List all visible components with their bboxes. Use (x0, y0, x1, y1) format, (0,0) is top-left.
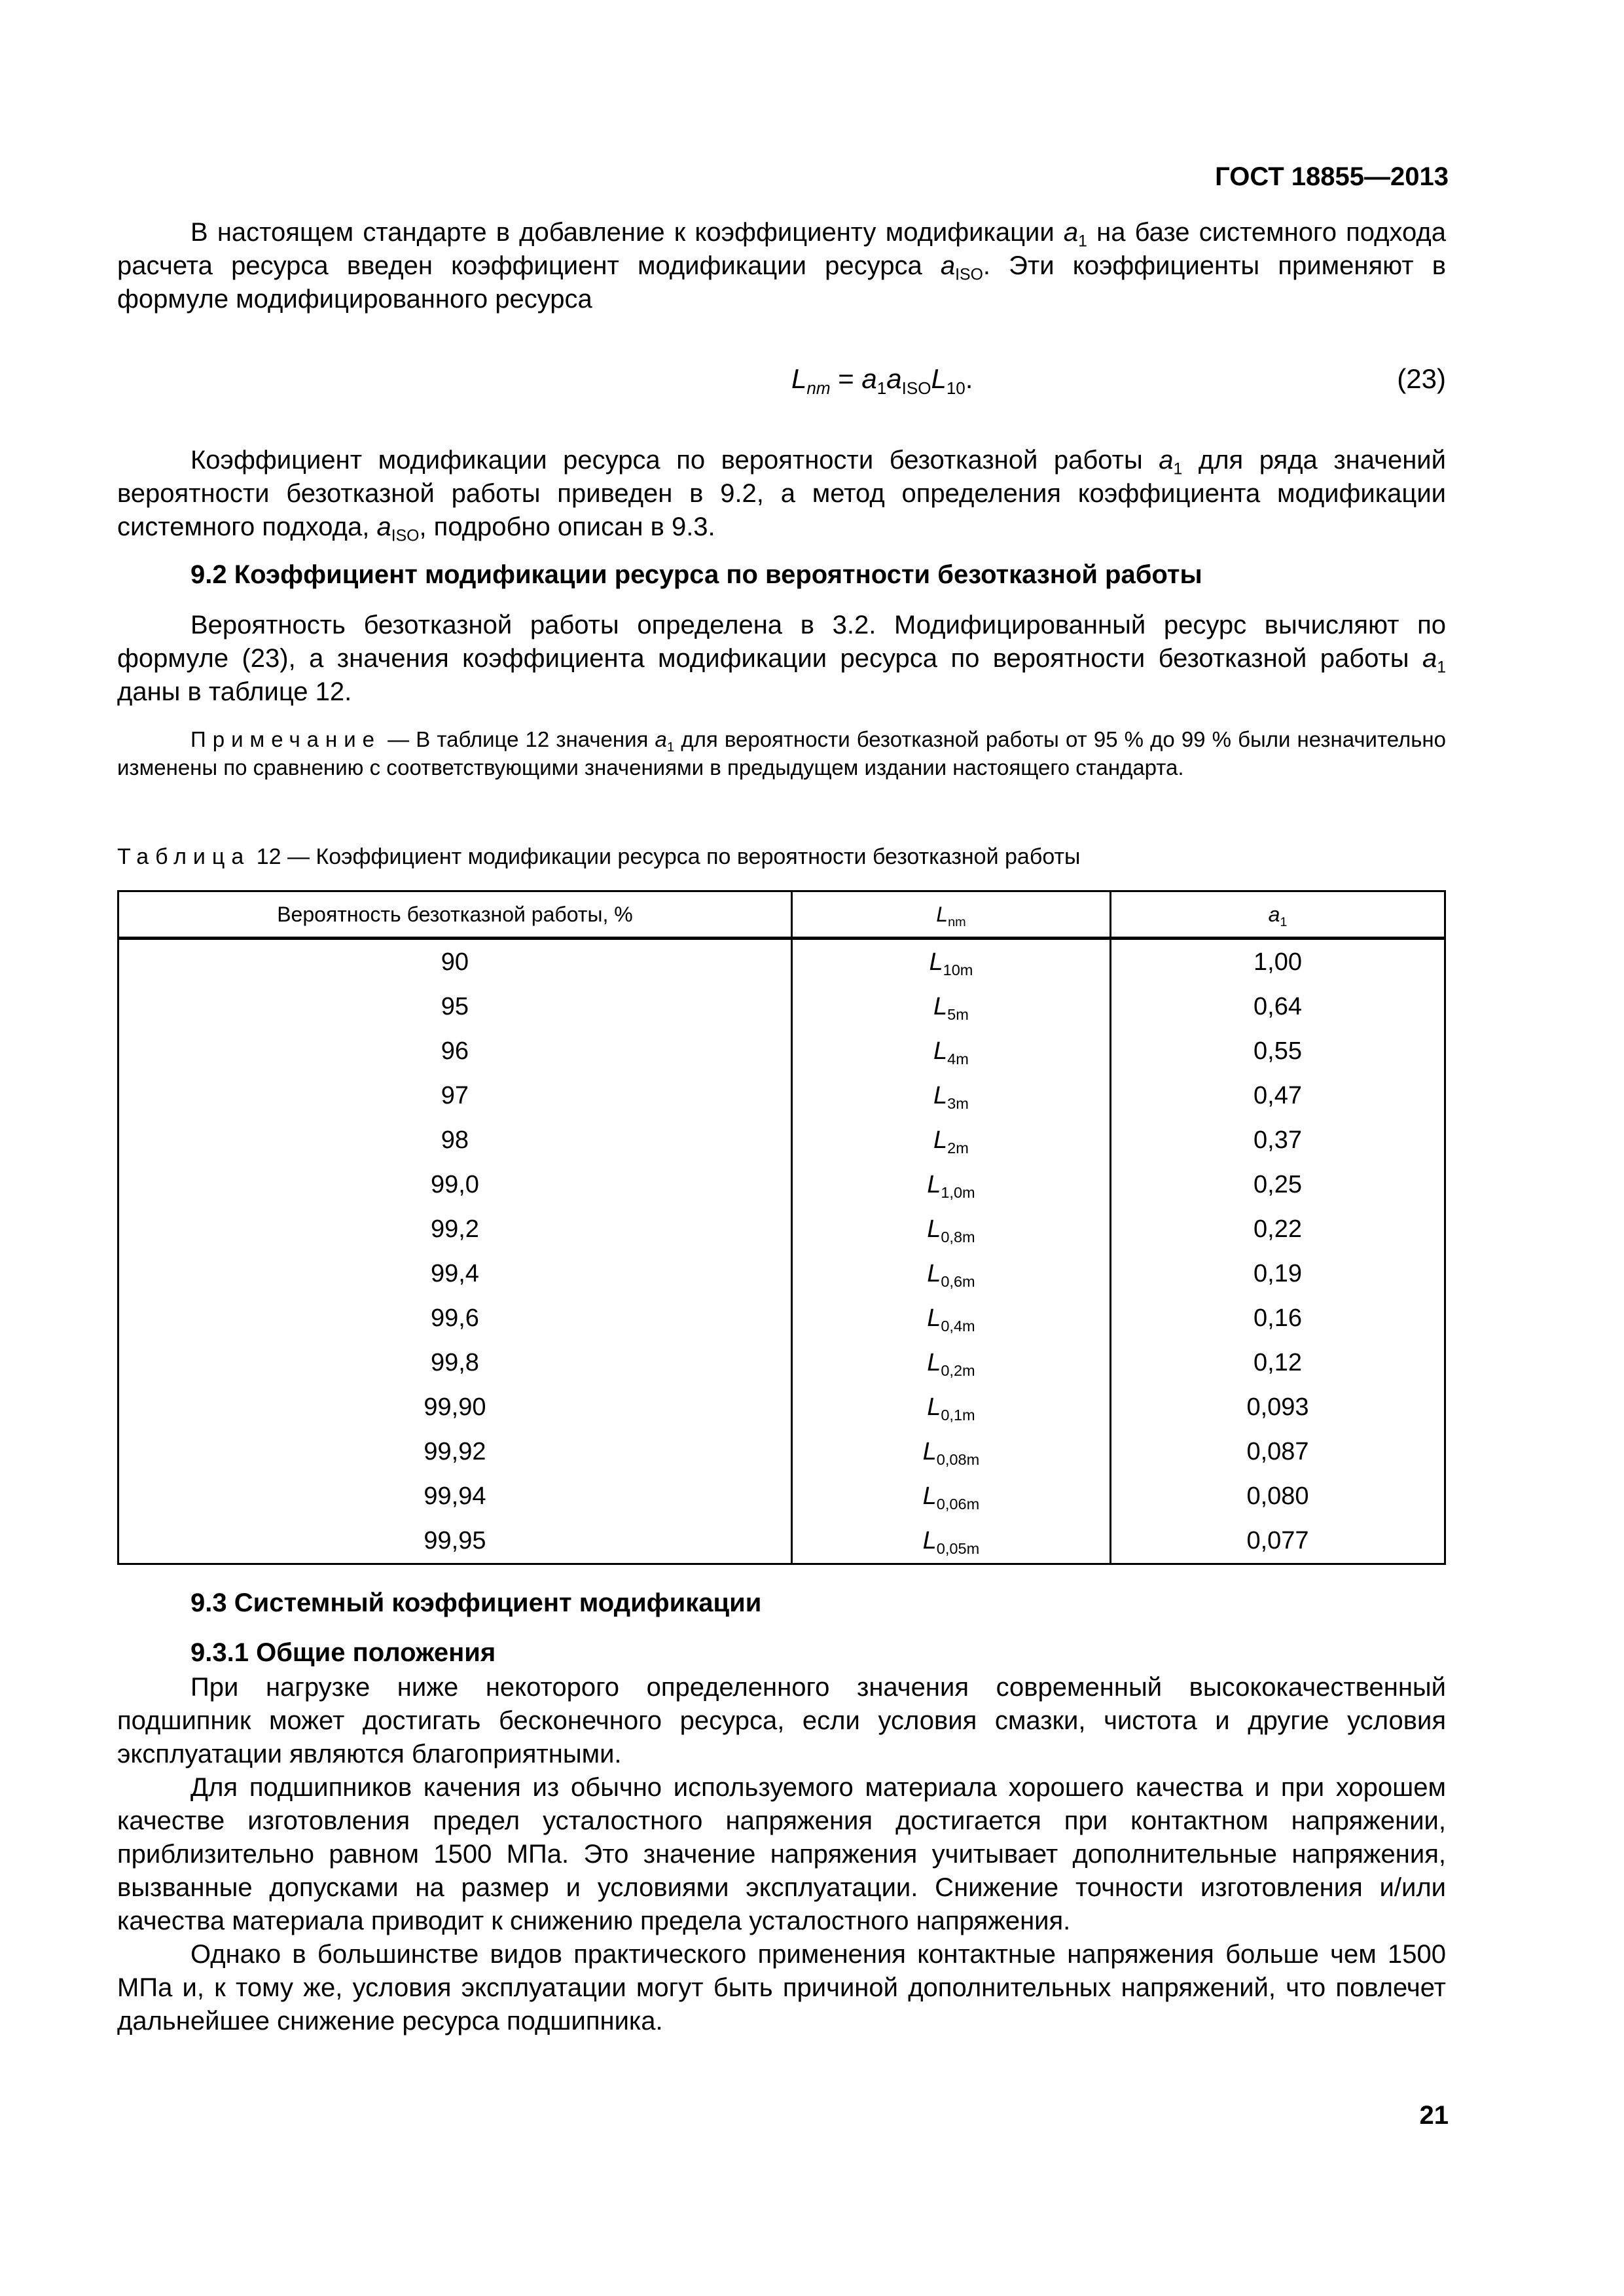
formula-L10-sub: 10 (946, 378, 965, 399)
cell-a1: 0,25 (1110, 1162, 1445, 1207)
cell-probability: 90 (118, 939, 792, 985)
cell-lnm-sym: L (922, 1437, 937, 1465)
intro-text-3: . Эти коэффициенты применяют в формуле модифицированного ресурса (117, 251, 1446, 314)
cell-lnm (791, 1518, 1110, 1564)
header-a1 (1110, 891, 1445, 939)
section-9-2-heading: 9.2 Коэффициент модификации ресурса по вероятности безотказной работы (190, 560, 1202, 589)
cell-a1: 0,19 (1110, 1251, 1445, 1296)
note-label: Примечание (190, 727, 382, 751)
table-caption (117, 844, 1081, 870)
cell-lnm-sym: L (933, 1126, 948, 1154)
section-9-3-heading: 9.3 Системный коэффициент модификации (190, 1588, 762, 1617)
cell-lnm-sub: 0,6m (941, 1272, 975, 1290)
table-row (118, 984, 1445, 1029)
header-probability: Вероятность безотказной работы, % (118, 891, 792, 939)
cell-probability: 99,0 (118, 1162, 792, 1207)
table-row (118, 1207, 1445, 1251)
table-row (118, 1118, 1445, 1162)
cell-lnm-sub: 1,0m (941, 1183, 975, 1201)
para2-text-2: для ряда значений вероятности безотказной работы приведен в 9.2, а метод определения коэффициента модификации системного подхода, (117, 446, 1446, 541)
section-9-3-1-heading: 9.3.1 Общие положения (190, 1638, 496, 1667)
cell-lnm (791, 1207, 1110, 1251)
table-row (118, 1474, 1445, 1518)
formula-L10: L (931, 363, 947, 394)
cell-lnm-sym: L (933, 1081, 948, 1109)
cell-a1: 0,64 (1110, 984, 1445, 1029)
formula-23 (117, 363, 1446, 400)
table-row (118, 939, 1445, 985)
cell-lnm-sym: L (929, 948, 943, 976)
intro-text-2: на базе системного подхода расчета ресурса введен коэффициент модификации ресурса (117, 218, 1447, 280)
header-lnm-sub: nm (948, 914, 966, 929)
cell-lnm-sub: 0,06m (936, 1495, 980, 1513)
header-a1-sub: 1 (1280, 914, 1288, 929)
table-row (118, 1073, 1445, 1118)
cell-probability: 99,92 (118, 1429, 792, 1474)
table-caption-label: Таблица (117, 844, 251, 869)
cell-lnm-sub: 2m (947, 1139, 969, 1157)
cell-probability: 99,4 (118, 1251, 792, 1296)
coefficient-table (117, 890, 1446, 1565)
table-header-row (118, 891, 1445, 939)
cell-lnm-sym: L (927, 1348, 941, 1376)
page-number: 21 (1419, 2101, 1449, 2130)
cell-lnm (791, 1162, 1110, 1207)
paragraph-2 (117, 444, 1446, 544)
table-row (118, 1029, 1445, 1073)
cell-lnm-sym: L (927, 1393, 941, 1421)
note-text-2: для вероятности безотказной работы от 95 % до 99 % были незначительно изменены по сравнению с соответствующими значениями в предыдущем издании настоящего стандарта. (117, 727, 1446, 780)
cell-lnm (791, 984, 1110, 1029)
cell-lnm (791, 1251, 1110, 1296)
cell-lnm-sym: L (927, 1215, 941, 1243)
s92-symbol-a1-sub: 1 (1437, 658, 1446, 677)
cell-a1: 0,16 (1110, 1296, 1445, 1340)
para2-symbol-aiso: a (376, 512, 391, 541)
cell-lnm-sub: 10m (943, 961, 973, 978)
formula-a1: a (861, 363, 877, 394)
symbol-a1: a (1063, 218, 1079, 247)
cell-lnm (791, 1474, 1110, 1518)
cell-lnm (791, 1385, 1110, 1429)
formula-number: (23) (1397, 363, 1446, 394)
s92-symbol-a1: a (1422, 644, 1437, 673)
cell-probability: 96 (118, 1029, 792, 1073)
s92-text-1: Вероятность безотказной работы определена в 3.2. Модифицированный ресурс вычисляют по формуле (23), а значения коэффициента модификации ресурса по вероятности безотказной работы (117, 611, 1446, 673)
document-number-header: ГОСТ 18855—2013 (1215, 162, 1449, 191)
cell-lnm-sym: L (927, 1304, 941, 1332)
table-row (118, 1340, 1445, 1385)
intro-text-1: В настоящем стандарте в добавление к коэффициенту модификации (190, 218, 1064, 247)
cell-a1: 0,37 (1110, 1118, 1445, 1162)
cell-lnm-sym: L (927, 1170, 941, 1198)
cell-lnm (791, 939, 1110, 985)
cell-lnm-sub: 0,4m (941, 1317, 975, 1335)
cell-probability: 99,2 (118, 1207, 792, 1251)
section-9-2-paragraph (117, 609, 1446, 709)
cell-a1: 0,080 (1110, 1474, 1445, 1518)
cell-lnm (791, 1073, 1110, 1118)
cell-lnm (791, 1029, 1110, 1073)
para2-symbol-aiso-sub: ISO (391, 527, 420, 545)
table-row (118, 1296, 1445, 1340)
note-symbol-a1-sub: 1 (666, 740, 675, 755)
cell-lnm (791, 1429, 1110, 1474)
table-row (118, 1251, 1445, 1296)
cell-probability: 98 (118, 1118, 792, 1162)
note-symbol-a1: a (655, 727, 667, 751)
formula-aiso-sub: ISO (901, 378, 931, 399)
cell-lnm-sub: 0,08m (936, 1450, 980, 1468)
cell-lnm-sub: 5m (947, 1005, 969, 1023)
formula-L: L (791, 363, 807, 394)
cell-probability: 95 (118, 984, 792, 1029)
para2-symbol-a1-sub: 1 (1173, 460, 1183, 478)
s92-text-2: даны в таблице 12. (117, 677, 352, 706)
cell-a1: 0,077 (1110, 1518, 1445, 1564)
header-lnm (791, 891, 1110, 939)
cell-probability: 97 (118, 1073, 792, 1118)
table-row (118, 1429, 1445, 1474)
formula-aiso: a (886, 363, 902, 394)
cell-lnm-sub: 3m (947, 1094, 969, 1112)
formula-end: . (965, 363, 973, 394)
table-caption-text: 12 — Коэффициент модификации ресурса по вероятности безотказной работы (250, 844, 1081, 869)
symbol-a1-sub: 1 (1078, 232, 1087, 251)
cell-probability: 99,90 (118, 1385, 792, 1429)
cell-probability: 99,8 (118, 1340, 792, 1385)
cell-lnm-sub: 0,8m (941, 1228, 975, 1246)
para2-symbol-a1: a (1159, 446, 1174, 475)
symbol-aiso-sub: ISO (955, 266, 983, 284)
intro-paragraph (117, 216, 1446, 316)
cell-lnm-sym: L (927, 1259, 941, 1287)
cell-lnm-sym: L (933, 1037, 948, 1065)
note-text-1: — В таблице 12 значения (381, 727, 655, 751)
header-a1-sym: a (1268, 902, 1280, 926)
para2-text-3: , подробно описан в 9.3. (419, 512, 715, 541)
symbol-aiso: a (940, 251, 956, 280)
section-9-3-1-paragraph-2: Для подшипников качения из обычно используемого материала хорошего качества и при хорошем качестве изготовления предел усталостного напряжения достигается при контактном напряжении, приблизительно равном 1500 МПа. Это значение напряжения учитывает дополнительные напряжения, вызванные допусками на размер и условиями эксплуатации. Снижение точности изготовления и/или качества материала приводит к снижению предела усталостного напряжения. (117, 1773, 1446, 1935)
section-9-3-1-paragraph-3: Однако в большинстве видов практического применения контактные напряжения больше чем 1500 МПа и, к тому же, условия эксплуатации могут быть причиной дополнительных напряжений, что повлечет дальнейшее снижение ресурса подшипника. (117, 1940, 1446, 2036)
table-body (118, 939, 1445, 1564)
cell-lnm-sub: 0,1m (941, 1406, 975, 1424)
cell-a1: 0,093 (1110, 1385, 1445, 1429)
section-9-3-1-paragraph-1: При нагрузке ниже некоторого определенного значения современный высококачественный подшипник может достигать бесконечного ресурса, если условия смазки, чистота и другие условия эксплуатации являются благоприятными. (117, 1673, 1446, 1768)
header-lnm-sym: L (936, 902, 948, 926)
cell-lnm-sub: 0,2m (941, 1361, 975, 1379)
table-row (118, 1385, 1445, 1429)
formula-equals: = (830, 363, 862, 394)
cell-lnm (791, 1118, 1110, 1162)
table-row (118, 1518, 1445, 1564)
cell-lnm-sym: L (922, 1482, 937, 1510)
cell-a1: 0,12 (1110, 1340, 1445, 1385)
note-paragraph (117, 725, 1446, 781)
cell-a1: 0,55 (1110, 1029, 1445, 1073)
table-row (118, 1162, 1445, 1207)
cell-a1: 1,00 (1110, 939, 1445, 985)
cell-a1: 0,47 (1110, 1073, 1445, 1118)
cell-lnm (791, 1296, 1110, 1340)
cell-probability: 99,94 (118, 1474, 792, 1518)
formula-expression (791, 363, 973, 399)
formula-a1-sub: 1 (876, 378, 887, 399)
cell-a1: 0,22 (1110, 1207, 1445, 1251)
cell-probability: 99,6 (118, 1296, 792, 1340)
cell-lnm-sym: L (922, 1526, 937, 1554)
para2-text-1: Коэффициент модификации ресурса по вероятности безотказной работы (190, 446, 1159, 475)
formula-L-sub: nm (806, 378, 831, 399)
cell-lnm-sub: 4m (947, 1050, 969, 1067)
cell-lnm-sub: 0,05m (936, 1539, 980, 1557)
cell-a1: 0,087 (1110, 1429, 1445, 1474)
cell-lnm (791, 1340, 1110, 1385)
cell-lnm-sym: L (933, 992, 948, 1020)
cell-probability: 99,95 (118, 1518, 792, 1564)
